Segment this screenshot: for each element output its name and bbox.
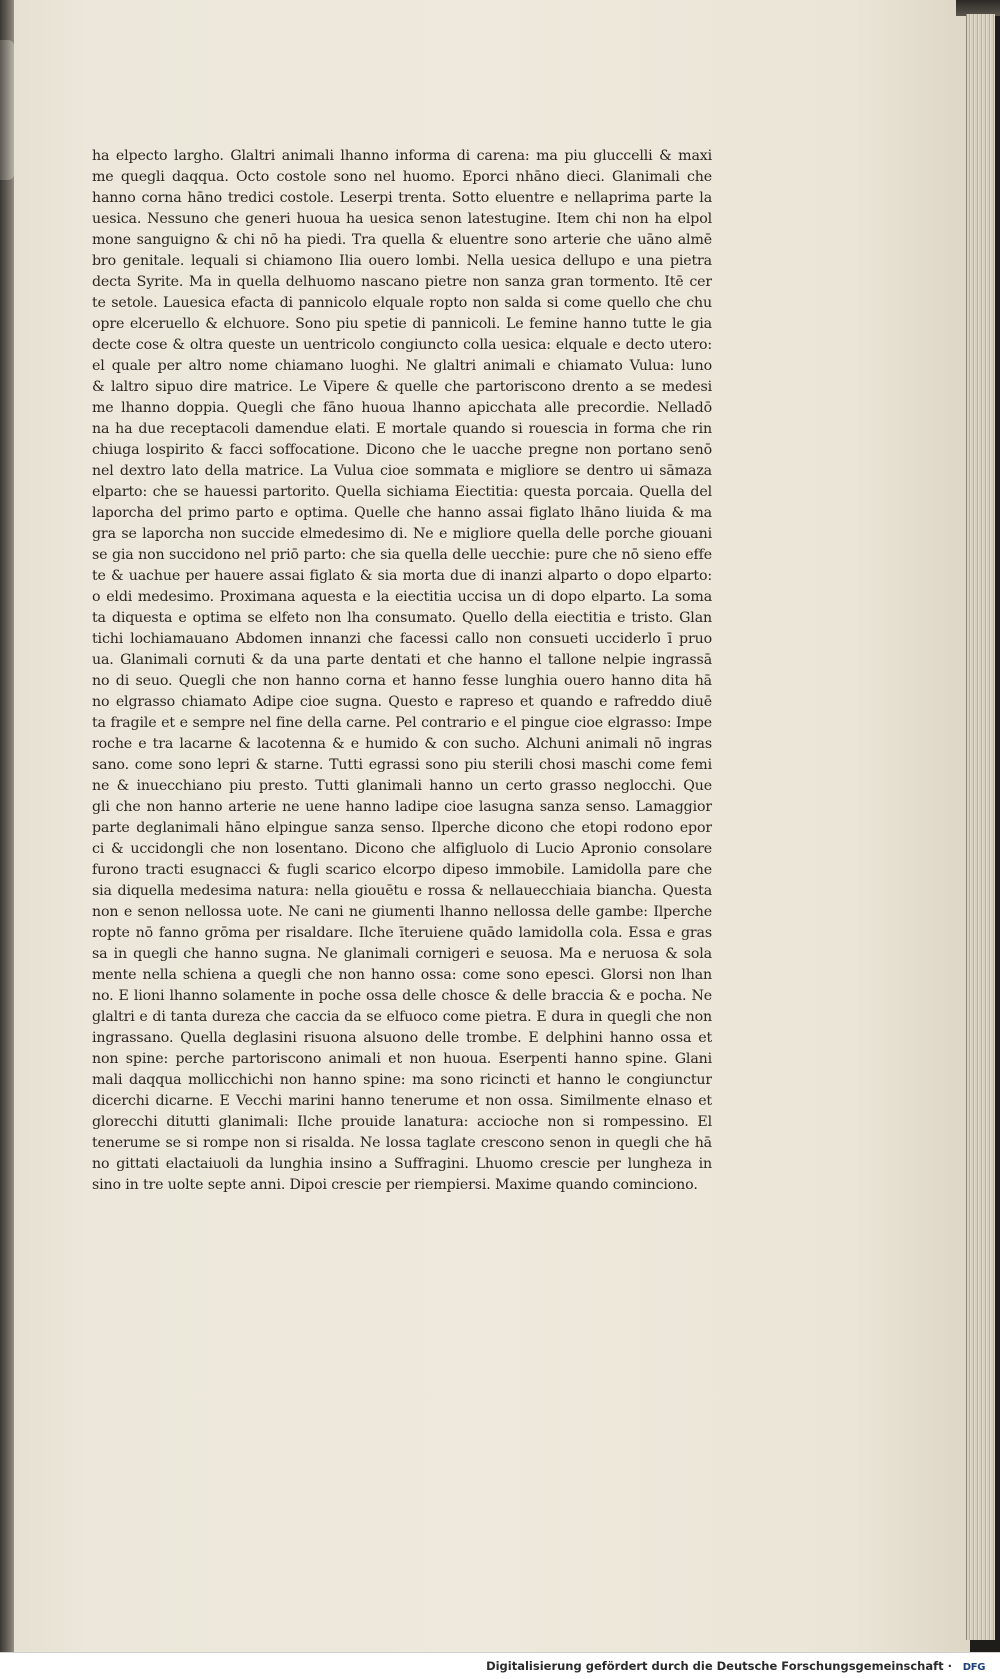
text-line: dicerchi dicarne. E Vecchi marini hanno tenerume et non ossa. Similmente elnaso et: [92, 1093, 712, 1109]
text-line: sa in quegli che hanno sugna. Ne glanimali cornigeri e seuosa. Ma e neruosa & sola: [92, 946, 712, 962]
footer-bar: [0, 1652, 1000, 1679]
text-line: ropte nō fanno grōma per risaldare. Ilche īteruiene quādo lamidolla cola. Essa e gras: [92, 925, 712, 941]
text-line: tenerume se si rompe non si risalda. Ne lossa taglate crescono senon in quegli che hā: [92, 1135, 712, 1151]
text-line: mente nella schiena a quegli che non hanno ossa: come sono epesci. Glorsi non lhan: [92, 967, 712, 983]
text-line: ingrassano. Quella deglasini risuona alsuono delle trombe. E delphini hanno ossa et: [92, 1030, 712, 1046]
text-line: me quegli daqqua. Octo costole sono nel huomo. Eporci nhāno dieci. Glanimali che: [92, 169, 712, 185]
text-line: sia diquella medesima natura: nella giouētu e rossa & nellauecchiaia biancha. Questa: [92, 883, 712, 899]
text-line: sino in tre uolte septe anni. Dipoi crescie per riempiersi. Maxime quando cominciono.: [92, 1177, 698, 1193]
text-line: hanno corna hāno tredici costole. Leserpi trenta. Sotto eluentre e nellaprima parte la: [92, 190, 712, 206]
text-line: me lhanno doppia. Quegli che fāno huoua lhanno apicchata alle precordie. Nelladō: [92, 400, 712, 416]
text-line: non spine: perche partoriscono animali et non huoua. Eserpenti hanno spine. Glani: [92, 1051, 712, 1067]
text-line: & laltro sipuo dire matrice. Le Vipere & quelle che partoriscono drento a se medesi: [92, 379, 712, 395]
text-line: elparto: che se hauessi partorito. Quella sichiama Eiectitia: questa porcaia. Quella del: [92, 484, 712, 500]
text-line: glorecchi ditutti glanimali: Ilche prouide lanatura: accioche non si rompessino. El: [92, 1114, 712, 1130]
text-line: parte deglanimali hāno elpingue sanza senso. Ilperche dicono che etopi rodono epor: [92, 820, 712, 836]
text-line: no di seuo. Quegli che non hanno corna et hanno fesse lunghia ouero hanno dita hā: [92, 673, 712, 689]
text-line: uesica. Nessuno che generi huoua ha uesica senon latestugine. Item chi non ha elpol: [92, 211, 712, 227]
dfg-logo: DFG: [962, 1661, 986, 1673]
text-line: ne & inuecchiano piu presto. Tutti glanimali hanno un certo grasso neglocchi. Que: [92, 778, 712, 794]
text-line: decte cose & oltra queste un uentricolo congiuncto colla uesica: elquale e decto utero:: [92, 337, 712, 353]
text-line: mali daqqua mollicchichi non hanno spine: ma sono ricincti et hanno le congiunctur: [92, 1072, 712, 1088]
text-line: ci & uccidongli che non losentano. Dicono che alfigluolo di Lucio Apronio consolare: [92, 841, 712, 857]
text-line: gli che non hanno arterie ne uene hanno ladipe cioe lasugna sanza senso. Lamaggior: [92, 799, 712, 815]
text-line: ta fragile et e sempre nel fine della carne. Pel contrario e el pingue cioe elgrasso: Impe: [92, 715, 712, 731]
text-line: na ha due receptacoli damendue elati. E mortale quando si rouescia in forma che rin: [92, 421, 712, 437]
text-line: laporcha del primo parto e optima. Quelle che hanno assai figlato lhāno liuida & ma: [92, 505, 712, 521]
text-line: nel dextro lato della matrice. La Vulua cioe sommata e migliore se dentro ui sāmaza: [92, 463, 712, 479]
text-line: glaltri e di tanta dureza che caccia da se elfuoco come pietra. E dura in quegli che non: [92, 1009, 712, 1025]
text-line: no elgrasso chiamato Adipe cioe sugna. Questo e rapreso et quando e rafreddo diuē: [92, 694, 712, 710]
text-line: furono tracti esugnacci & fugli scarico elcorpo dipeso immobile. Lamidolla pare che: [92, 862, 712, 878]
text-line: ua. Glanimali cornuti & da una parte dentati et che hanno el tallone nelpie ingrassā: [92, 652, 712, 668]
text-line: o eldi medesimo. Proximana aquesta e la eiectitia uccisa un di dopo elparto. La soma: [92, 589, 712, 605]
digitization-credit: Digitalisierung gefördert durch die Deutsche Forschungsgemeinschaft ·: [486, 1659, 952, 1673]
book-clamp: [0, 40, 14, 180]
text-line: opre elceruello & elchuore. Sono piu spetie di pannicoli. Le femine hanno tutte le gia: [92, 316, 712, 332]
text-line: chiuga lospirito & facci soffocatione. Dicono che le uacche pregne non portano senō: [92, 442, 712, 458]
text-line: no gittati elactaiuoli da lunghia insino a Suffragini. Lhuomo crescie per lungheza in: [92, 1156, 712, 1172]
text-line: ha elpecto largho. Glaltri animali lhanno informa di carena: ma piu gluccelli & maxi: [92, 148, 712, 164]
text-line: roche e tra lacarne & lacotenna & e humido & con sucho. Alchuni animali nō ingras: [92, 736, 712, 752]
text-line: te & uachue per hauere assai figlato & sia morta due di inanzi alparto o dopo elparto:: [92, 568, 712, 584]
text-line: mone sanguigno & chi nō ha piedi. Tra quella & eluentre sono arterie che uāno almē: [92, 232, 712, 248]
book-page-edges: [966, 14, 995, 1640]
text-line: sano. come sono lepri & starne. Tutti egrassi sono piu sterili chosi maschi come femi: [92, 757, 712, 773]
text-line: no. E lioni lhanno solamente in poche ossa delle chosce & delle braccia & e pocha. Ne: [92, 988, 712, 1004]
text-line: ta diquesta e optima se elfeto non lha consumato. Quello della eiectitia e tristo. Glan: [92, 610, 712, 626]
text-line: bro genitale. lequali si chiamono Ilia ouero lombi. Nella uesica dellupo e una pietra: [92, 253, 712, 269]
text-line: se gia non succidono nel priō parto: che sia quella delle uecchie: pure che nō sieno effe: [92, 547, 712, 563]
text-line: te setole. Lauesica efacta di pannicolo elquale ropto non salda si come quello che chu: [92, 295, 712, 311]
text-line: el quale per altro nome chiamano luoghi. Ne glaltri animali e chiamato Vulua: luno: [92, 358, 712, 374]
text-line: non e senon nellossa uote. Ne cani ne giumenti lhanno nellossa delle gambe: Ilperche: [92, 904, 712, 920]
text-line: decta Syrite. Ma in quella delhuomo nascano pietre non sanza gran tormento. Itē cer: [92, 274, 712, 290]
text-line: tichi lochiamauano Abdomen innanzi che facessi callo non consueti ucciderlo ī pruo: [92, 631, 712, 647]
text-line: gra se laporcha non succide elmedesimo di. Ne e migliore quella delle porche giouani: [92, 526, 712, 542]
incunable-text-block: [92, 146, 712, 1196]
